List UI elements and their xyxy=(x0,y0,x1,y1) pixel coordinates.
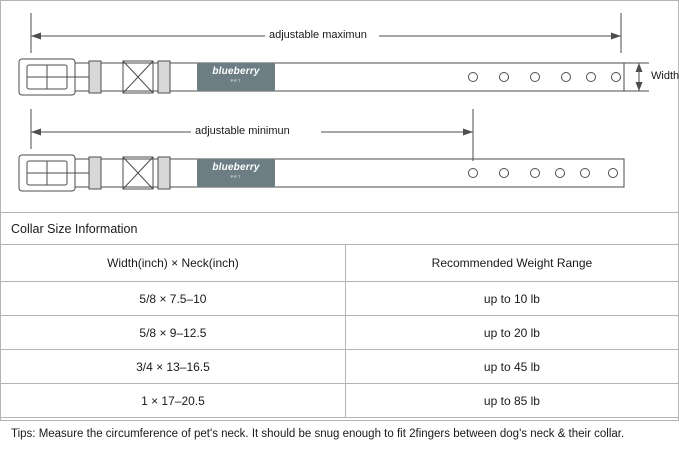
hole-bottom-2 xyxy=(500,169,509,178)
hole-top-4 xyxy=(562,73,571,82)
brand-name-top: blueberry xyxy=(212,66,260,77)
cell-weight: up to 45 lb xyxy=(345,350,678,384)
table-row xyxy=(1,282,678,316)
size-table xyxy=(1,245,678,418)
brand-sub-bottom: PET xyxy=(230,174,242,179)
hole-top-3 xyxy=(531,73,540,82)
collar-size-information-title: Collar Size Information xyxy=(1,213,678,245)
hole-top-2 xyxy=(500,73,509,82)
table-row xyxy=(1,316,678,350)
cell-size: 5/8 × 9–12.5 xyxy=(1,316,345,350)
arrow-left-min xyxy=(31,129,41,136)
cell-size: 3/4 × 13–16.5 xyxy=(1,350,345,384)
cell-size: 5/8 × 7.5–10 xyxy=(1,282,345,316)
collar-diagram xyxy=(1,1,678,213)
width-label: Width xyxy=(651,70,679,82)
cell-weight: up to 20 lb xyxy=(345,316,678,350)
arrow-right-max xyxy=(611,33,621,40)
strap-top xyxy=(75,63,624,91)
arrow-right-min xyxy=(463,129,473,136)
keeper-loop-top-1 xyxy=(89,61,101,93)
table-header-row xyxy=(1,245,678,282)
hole-bottom-6 xyxy=(609,169,618,178)
hole-top-1 xyxy=(469,73,478,82)
hole-bottom-3 xyxy=(531,169,540,178)
adjustable-minimum-label: adjustable minimun xyxy=(195,125,290,137)
cell-size: 1 × 17–20.5 xyxy=(1,384,345,418)
brand-sub-top: PET xyxy=(230,78,242,83)
hole-top-5 xyxy=(587,73,596,82)
keeper-loop-bottom-1 xyxy=(89,157,101,189)
header-weight-range: Recommended Weight Range xyxy=(345,245,678,282)
hole-bottom-5 xyxy=(581,169,590,178)
tips-text: Tips: Measure the circumference of pet's neck. It should be snug enough to fit 2fingers between dog's neck & their collar. xyxy=(11,428,625,440)
arrow-left-max xyxy=(31,33,41,40)
cell-weight: up to 85 lb xyxy=(345,384,678,418)
hole-bottom-1 xyxy=(469,169,478,178)
table-row xyxy=(1,350,678,384)
hole-bottom-4 xyxy=(556,169,565,178)
cell-weight: up to 10 lb xyxy=(345,282,678,316)
hole-top-6 xyxy=(612,73,621,82)
table-row xyxy=(1,384,678,418)
brand-tag-top xyxy=(197,63,275,91)
brand-name-bottom: blueberry xyxy=(212,162,260,173)
keeper-loop-bottom-2 xyxy=(158,157,170,189)
strap-bottom xyxy=(75,159,624,187)
brand-tag-bottom xyxy=(197,159,275,187)
arrow-width-down xyxy=(636,82,643,91)
header-width-neck: Width(inch) × Neck(inch) xyxy=(1,245,345,282)
adjustable-maximum-label: adjustable maximun xyxy=(269,29,367,41)
keeper-loop-top-2 xyxy=(158,61,170,93)
arrow-width-up xyxy=(636,63,643,72)
